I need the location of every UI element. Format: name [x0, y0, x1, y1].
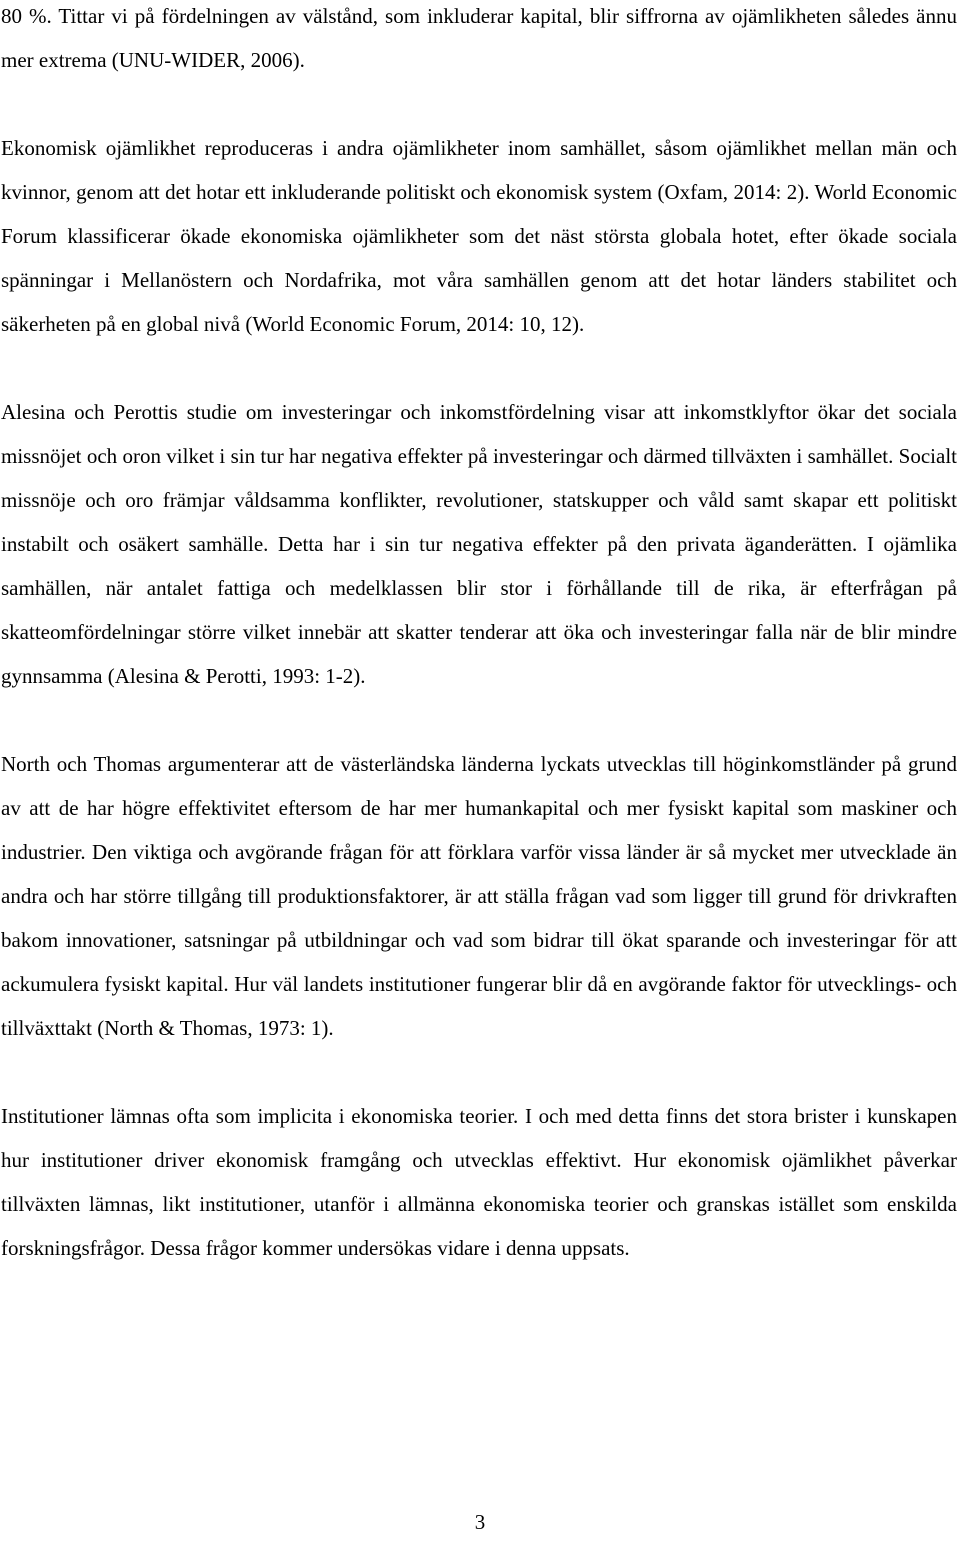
paragraph-4: North och Thomas argumenterar att de västerländska länderna lyckats utvecklas till höginkomstländer på grund av att de har högre effektivitet eftersom de har mer humankapital och mer fysiskt kapital som maskiner och industrier. Den viktiga och avgörande frågan för att förklara varför vissa länder är så mycket mer utvecklade än andra och har större tillgång till produktionsfaktorer, är att ställa frågan vad som ligger till grund för drivkraften bakom innovationer, satsningar på utbildningar och vad som bidrar till ökat sparande och investeringar för att ackumulera fysiskt kapital. Hur väl landets institutioner fungerar blir då en avgörande faktor för utvecklings- och tillväxttakt (North & Thomas, 1973: 1).: [1, 752, 957, 1040]
paragraph-3: Alesina och Perottis studie om investeringar och inkomstfördelning visar att inkomstklyftor ökar det sociala missnöjet och oron vilket i sin tur har negativa effekter på investeringar och därmed tillväxten i samhället. Socialt missnöje och oro främjar våldsamma konflikter, revolutioner, statskupper och våld samt skapar ett politiskt instabilt och osäkert samhälle. Detta har i sin tur negativa effekter på den privata äganderätten. I ojämlika samhällen, när antalet fattiga och medelklassen blir stor i förhållande till de rika, är efterfrågan på skatteomfördelningar större vilket innebär att skatter tenderar att öka och investeringar falla när de blir mindre gynnsamma (Alesina & Perotti, 1993: 1-2).: [1, 400, 957, 688]
document-body: [1, 0, 957, 1270]
paragraph-1: 80 %. Tittar vi på fördelningen av välstånd, som inkluderar kapital, blir siffrorna av ojämlikheten således ännu mer extrema (UNU-WIDER, 2006).: [1, 4, 957, 72]
paragraph-5: Institutioner lämnas ofta som implicita i ekonomiska teorier. I och med detta finns det stora brister i kunskapen hur institutioner driver ekonomisk framgång och utvecklas effektivt. Hur ekonomisk ojämlikhet påverkar tillväxten lämnas, likt institutioner, utanför i allmänna ekonomiska teorier och granskas istället som enskilda forskningsfrågor. Dessa frågor kommer undersökas vidare i denna uppsats.: [1, 1104, 957, 1260]
page-number: 3: [474, 1510, 486, 1534]
paragraph-2: Ekonomisk ojämlikhet reproduceras i andra ojämlikheter inom samhället, såsom ojämlikhet mellan män och kvinnor, genom att det hotar ett inkluderande politiskt och ekonomisk system (Oxfam, 2014: 2). World Economic Forum klassificerar ökade ekonomiska ojämlikheter som det näst största globala hotet, efter ökade sociala spänningar i Mellanöstern och Nordafrika, mot våra samhällen genom att det hotar länders stabilitet och säkerheten på en global nivå (World Economic Forum, 2014: 10, 12).: [1, 136, 957, 336]
